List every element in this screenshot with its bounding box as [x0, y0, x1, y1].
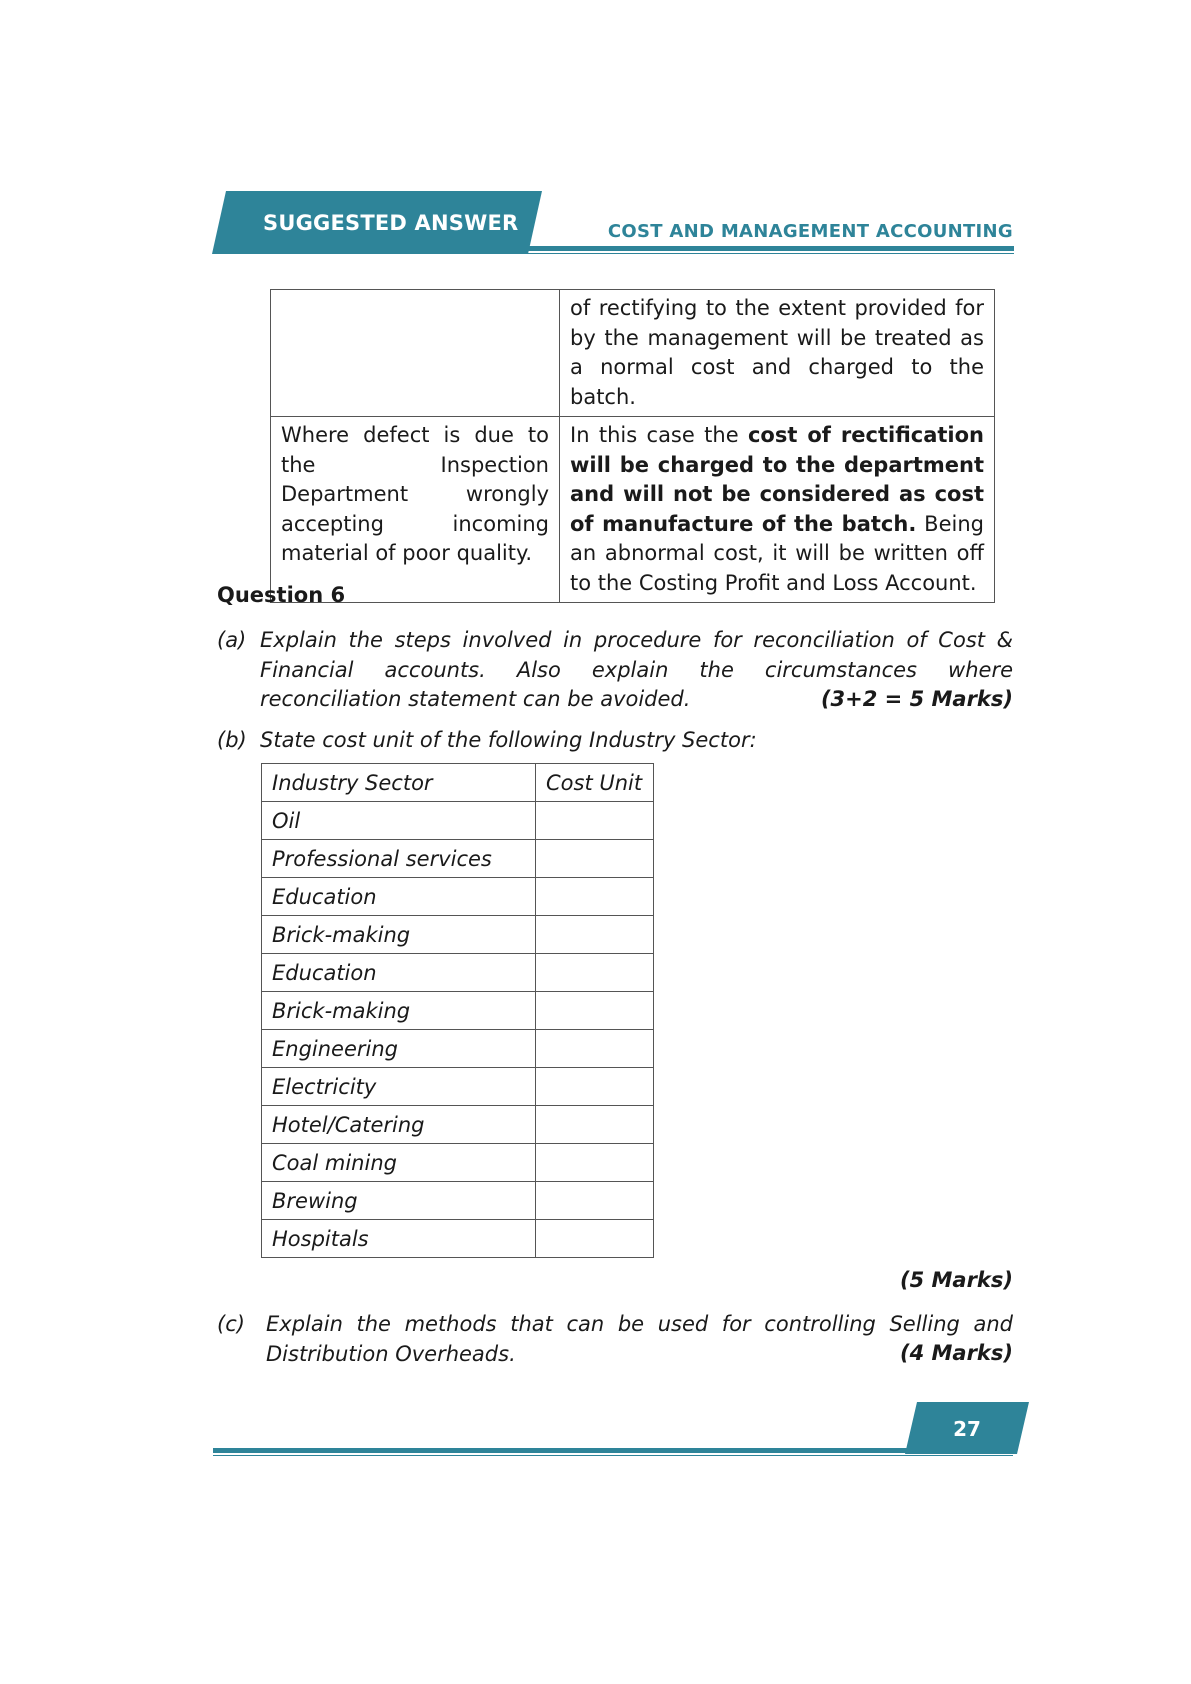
- sector-cell: Education: [262, 954, 536, 992]
- sector-cell: Education: [262, 878, 536, 916]
- header-tab-label: SUGGESTED ANSWER: [263, 211, 519, 235]
- defect-treatment-table: [270, 289, 995, 603]
- cost-unit-table: [261, 763, 654, 1258]
- table-row: [262, 878, 654, 916]
- cell-text: In this case the: [570, 423, 748, 447]
- table-row: [262, 1220, 654, 1258]
- table-row: [262, 1144, 654, 1182]
- table-row: [271, 290, 995, 417]
- part-a-text: Explain the steps involved in procedure for reconciliation of Cost & Financial accounts. Also explain the circumstances where reconciliation statement can be avoided.: [260, 628, 1013, 711]
- cost-unit-cell: [536, 1144, 654, 1182]
- sector-cell: Hotel/Catering: [262, 1106, 536, 1144]
- table-cell: [560, 417, 995, 603]
- cost-unit-cell: [536, 878, 654, 916]
- sector-cell: Oil: [262, 802, 536, 840]
- cost-unit-cell: [536, 1106, 654, 1144]
- part-c-text: Explain the methods that can be used for controlling Selling and Distribution Overheads.: [266, 1312, 1013, 1366]
- sector-cell: Electricity: [262, 1068, 536, 1106]
- cost-unit-cell: [536, 1068, 654, 1106]
- table-row: [262, 840, 654, 878]
- cost-unit-cell: [536, 992, 654, 1030]
- table-row: [262, 916, 654, 954]
- cost-unit-cell: [536, 802, 654, 840]
- part-c-marks: (4 Marks): [899, 1341, 1013, 1365]
- sector-cell: Hospitals: [262, 1220, 536, 1258]
- cell-text: Being an abnormal cost, it will be written off to the Costing Profit and Loss Account.: [570, 511, 984, 595]
- page-number: 27: [953, 1417, 981, 1441]
- sector-cell: Brick-making: [262, 992, 536, 1030]
- table-row: [271, 417, 995, 603]
- header-cell: Industry Sector: [262, 764, 536, 802]
- part-b-marks: (5 Marks): [899, 1268, 1013, 1292]
- cost-unit-cell: [536, 1220, 654, 1258]
- table-row: [262, 992, 654, 1030]
- table-cell: [271, 290, 560, 417]
- table-row: [262, 1030, 654, 1068]
- sector-cell: Brewing: [262, 1182, 536, 1220]
- cost-unit-cell: [536, 954, 654, 992]
- table-cell: of rectifying to the extent provided for by the management will be treated as a normal cost and charged to the batch.: [560, 290, 995, 417]
- question-title: Question 6: [217, 583, 346, 607]
- cell-text-bold: cost of rectification will be charged to the department and will not be considered as cost of manufacture of the batch.: [570, 423, 984, 536]
- table-row: [262, 802, 654, 840]
- header-subject: COST AND MANAGEMENT ACCOUNTING: [607, 221, 1013, 242]
- part-a-marks: (3+2 = 5 Marks): [820, 687, 1013, 711]
- header-rule: [528, 246, 1014, 251]
- sector-cell: Engineering: [262, 1030, 536, 1068]
- header-cell: Cost Unit: [536, 764, 654, 802]
- sector-cell: Professional services: [262, 840, 536, 878]
- cost-unit-cell: [536, 1030, 654, 1068]
- sector-cell: Brick-making: [262, 916, 536, 954]
- part-c-label: (c): [217, 1312, 245, 1336]
- header-rule-thin: [528, 253, 1014, 254]
- table-header-row: [262, 764, 654, 802]
- footer-rule-thin: [213, 1455, 1013, 1456]
- part-b-label: (b): [217, 728, 247, 752]
- cost-unit-cell: [536, 916, 654, 954]
- part-b-text: State cost unit of the following Industry Sector:: [260, 728, 757, 752]
- cost-unit-cell: [536, 1182, 654, 1220]
- sector-cell: Coal mining: [262, 1144, 536, 1182]
- footer-rule: [213, 1448, 1013, 1453]
- table-row: [262, 1068, 654, 1106]
- cost-unit-cell: [536, 840, 654, 878]
- table-row: [262, 1182, 654, 1220]
- table-cell: Where defect is due to the Inspection Department wrongly accepting incoming material of poor quality.: [271, 417, 560, 603]
- table-row: [262, 954, 654, 992]
- part-a-label: (a): [217, 628, 247, 652]
- table-row: [262, 1106, 654, 1144]
